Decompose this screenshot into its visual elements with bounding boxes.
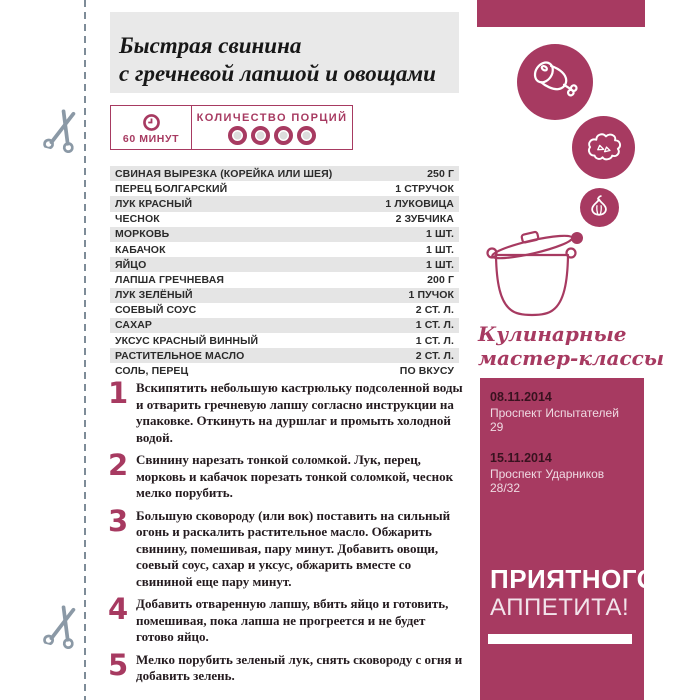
masterclass-line2: мастер-классы <box>478 346 665 370</box>
top-accent-bar <box>477 0 645 27</box>
ingredient-name: САХАР <box>115 319 152 332</box>
ingredient-name: РАСТИТЕЛЬНОЕ МАСЛО <box>115 349 245 362</box>
recipe-title-line1: Быстрая свинина <box>119 33 302 58</box>
masterclass-line1: Кулинарные <box>478 322 627 346</box>
ingredient-qty: 1 ПУЧОК <box>408 289 454 302</box>
event-item <box>490 451 634 495</box>
ingredient-qty: 2 ЗУБЧИКА <box>395 213 454 226</box>
event-address: Проспект Испытателей 29 <box>490 406 619 434</box>
step-text: Вскипятить небольшую кастрюльку подсоленной воды и отварить гречневую лапшу согласно инструкции на упаковке. Откинуть на дуршлаг и промыть холодной водой. <box>136 380 463 445</box>
step-number: 2 <box>108 448 128 482</box>
step-number: 4 <box>108 592 128 626</box>
broccoli-circle <box>572 116 635 179</box>
sidebar-divider-bar <box>488 634 632 644</box>
ingredient-row <box>110 181 459 196</box>
event-date: 08.11.2014 <box>490 390 552 404</box>
ingredient-name: УКСУС КРАСНЫЙ ВИННЫЙ <box>115 334 259 347</box>
ingredient-name: КАБАЧОК <box>115 243 166 256</box>
sidebar <box>480 378 658 700</box>
step-text: Свинину нарезать тонкой соломкой. Лук, перец, морковь и кабачок порезать тонкой соломкой, чеснок мелко порубить. <box>136 452 454 500</box>
step-number: 3 <box>108 503 128 538</box>
serving-circle <box>251 126 270 145</box>
bon-appetit-line1: ПРИЯТНОГО <box>490 564 658 594</box>
ingredient-row <box>110 212 459 227</box>
serving-circle <box>274 126 293 145</box>
info-box <box>110 105 353 150</box>
step-item <box>108 647 465 685</box>
recipe-title-line2: с гречневой лапшой и овощами <box>119 61 436 86</box>
ingredient-qty: 1 СТ. Л. <box>415 319 454 332</box>
time-label: 60 МИНУТ <box>122 133 180 145</box>
ingredient-qty: 1 СТ. Л. <box>415 334 454 347</box>
pot-dot <box>571 232 583 244</box>
step-item <box>108 592 465 646</box>
scissors-icon <box>40 600 89 652</box>
ingredient-qty: 1 ШТ. <box>426 243 454 256</box>
ingredient-row <box>110 166 459 181</box>
ingredient-name: ЧЕСНОК <box>115 213 160 226</box>
ingredient-qty: 1 ШТ. <box>426 258 454 271</box>
ingredient-name: СОЕВЫЙ СОУС <box>115 304 197 317</box>
step-item <box>108 376 465 446</box>
ingredient-name: ЯЙЦО <box>115 258 147 271</box>
steps-list <box>108 376 465 691</box>
ingredient-qty: 1 СТРУЧОК <box>395 182 454 195</box>
ingredient-name: МОРКОВЬ <box>115 228 170 241</box>
servings-cell <box>192 106 352 149</box>
ingredient-name: ПЕРЕЦ БОЛГАРСКИЙ <box>115 182 228 195</box>
ingredient-row <box>110 227 459 242</box>
pot-icon <box>483 220 581 322</box>
ham-icon <box>528 55 583 110</box>
event-date: 15.11.2014 <box>490 451 552 465</box>
ingredient-qty: 200 Г <box>427 273 454 286</box>
ingredient-row <box>110 333 459 348</box>
ingredient-qty: ПО ВКУСУ <box>399 365 454 378</box>
ingredient-name: ЛУК КРАСНЫЙ <box>115 197 193 210</box>
ingredient-row <box>110 318 459 333</box>
ingredient-row <box>110 288 459 303</box>
scissors-icon <box>40 104 89 156</box>
step-number: 5 <box>108 647 128 682</box>
step-text: Большую сковороду (или вок) поставить на сильный огонь и раскалить растительное масло. Обжарить свинину, помешивая, пару минут. Добавить овощи, соевый соус, сахар и уксус, обжарить вместе со свининой еще пару минут. <box>136 507 451 589</box>
servings-label: КОЛИЧЕСТВО ПОРЦИЙ <box>196 112 348 124</box>
step-item <box>108 503 465 591</box>
step-number: 1 <box>108 376 128 410</box>
ingredient-row <box>110 196 459 211</box>
garlic-icon <box>585 193 613 221</box>
event-item <box>490 390 634 434</box>
cut-dashed-line <box>84 0 86 700</box>
ingredient-name: СОЛЬ, ПЕРЕЦ <box>115 365 189 378</box>
ingredient-qty: 2 СТ. Л. <box>415 349 454 362</box>
ingredient-qty: 2 СТ. Л. <box>415 304 454 317</box>
ingredient-row <box>110 242 459 257</box>
meat-circle <box>517 44 593 120</box>
ingredient-row <box>110 303 459 318</box>
ingredient-qty: 1 ЛУКОВИЦА <box>385 197 454 210</box>
ingredient-row <box>110 272 459 287</box>
time-cell <box>111 106 192 149</box>
broccoli-icon <box>581 125 626 170</box>
ingredient-name: СВИНАЯ ВЫРЕЗКА (КОРЕЙКА ИЛИ ШЕЯ) <box>115 167 333 180</box>
ingredient-qty: 250 Г <box>427 167 454 180</box>
ingredient-qty: 1 ШТ. <box>426 228 454 241</box>
servings-circles <box>228 126 316 145</box>
event-address: Проспект Ударников 28/32 <box>490 467 605 495</box>
ingredient-name: ЛАПША ГРЕЧНЕВАЯ <box>115 273 225 286</box>
ingredient-row <box>110 348 459 363</box>
ingredient-row <box>110 363 459 378</box>
masterclass-title <box>478 322 664 370</box>
garlic-circle <box>580 188 619 227</box>
bon-appetit-line2: АППЕТИТА! <box>490 594 630 621</box>
step-text: Добавить отваренную лапшу, вбить яйцо и готовить, помешивая, пока лапша не прогреется и не будет готово яйцо. <box>136 596 449 644</box>
ingredients-table <box>110 166 459 379</box>
ingredient-row <box>110 257 459 272</box>
serving-circle <box>297 126 316 145</box>
ingredient-name: ЛУК ЗЕЛЁНЫЙ <box>115 289 193 302</box>
serving-circle <box>228 126 247 145</box>
step-item <box>108 448 465 502</box>
title-band <box>110 12 459 93</box>
clock-icon <box>142 113 161 132</box>
step-text: Мелко порубить зеленый лук, снять сковороду с огня и добавить зелень. <box>136 651 463 683</box>
